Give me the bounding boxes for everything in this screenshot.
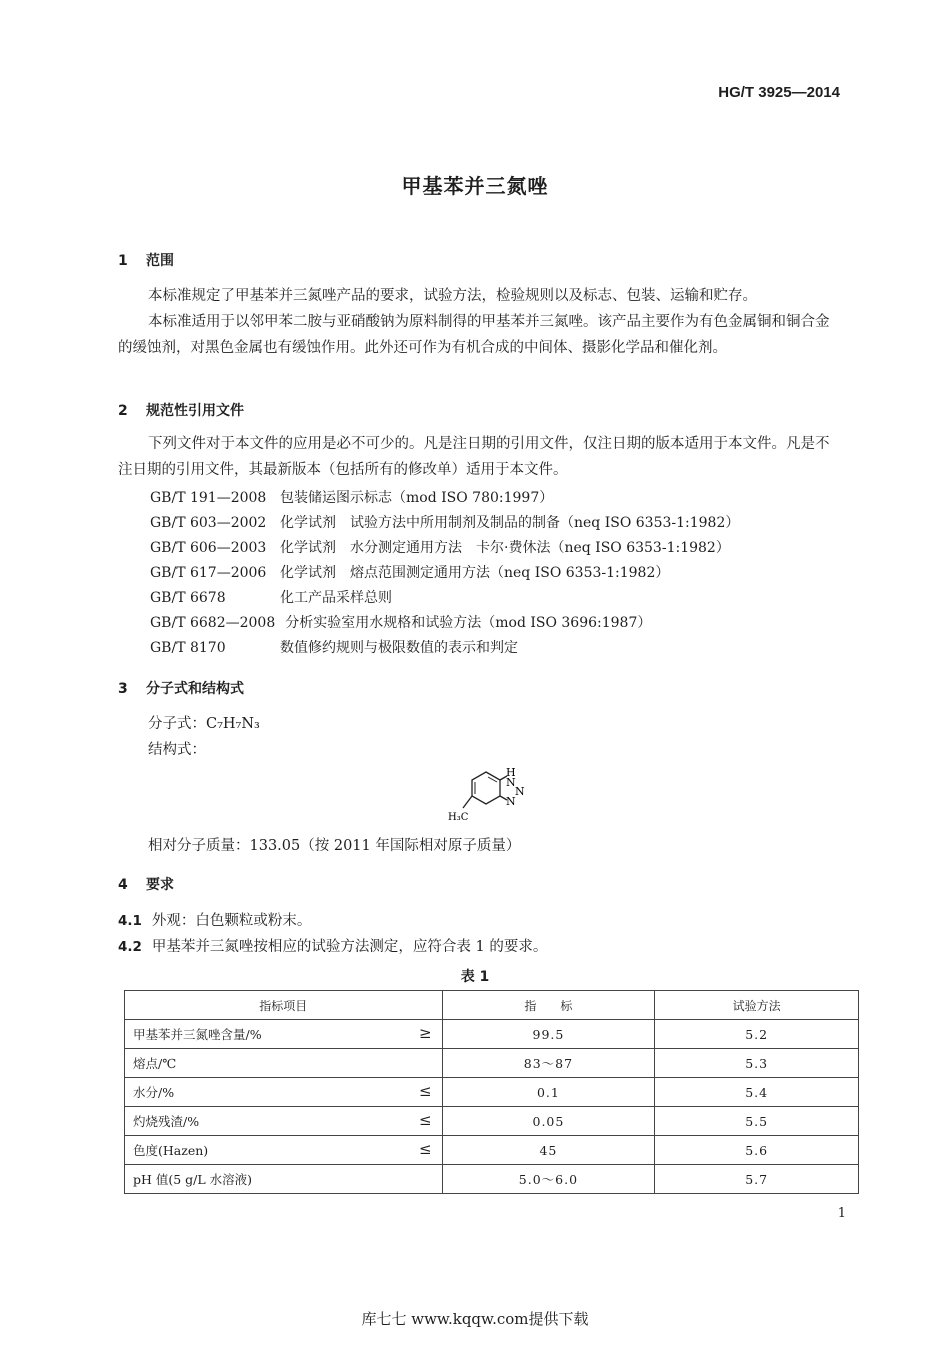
item-name: 甲基苯并三氮唑含量/% [133, 1027, 262, 1042]
reference-code: GB/T 6678 [150, 590, 226, 606]
section-1-paragraph-2: 本标准适用于以邻甲苯二胺与亚硝酸钠为原料制得的甲基苯并三氮唑。该产品主要作为有色金属铜和铜合金的缓蚀剂，对黑色金属也有缓蚀作用。此外还可作为有机合成的中间体、摄影化学品和催化剂。 [118, 314, 830, 356]
reference-item [150, 512, 739, 532]
item-cell [125, 1136, 443, 1165]
method-cell: 5.2 [655, 1020, 859, 1049]
header-method: 试验方法 [655, 991, 859, 1020]
benzene-ring [472, 772, 500, 804]
section-3-heading [118, 678, 244, 698]
nitrogen-label: N [515, 785, 525, 798]
table-row [125, 1078, 859, 1107]
reference-code: GB/T 8170 [150, 640, 226, 656]
requirements-table [124, 990, 859, 1194]
method-cell: 5.6 [655, 1136, 859, 1165]
structure-label: 结构式： [148, 742, 206, 758]
table-row [125, 1165, 859, 1194]
item-cell [125, 1107, 443, 1136]
section-number: 3 [118, 681, 128, 697]
reference-text: 化工产品采样总则 [280, 590, 392, 606]
section-4-heading [118, 874, 174, 894]
section-number: 4 [118, 877, 128, 893]
section-title: 规范性引用文件 [146, 403, 244, 419]
reference-text: 数值修约规则与极限数值的表示和判定 [280, 640, 518, 656]
value-cell: 83～87 [442, 1049, 655, 1078]
clause-4-1 [118, 909, 311, 930]
value-cell: 45 [442, 1136, 655, 1165]
comparison-symbol: ≤ [418, 1140, 432, 1158]
item-name: pH 值(5 g/L 水溶液) [133, 1172, 253, 1187]
reference-code: GB/T 6682—2008 [150, 615, 276, 631]
reference-item [150, 587, 392, 607]
clause-text: 甲基苯并三氮唑按相应的试验方法测定，应符合表 1 的要求。 [151, 939, 548, 955]
nitrogen-label: N [506, 795, 516, 808]
methyl-label: H₃C [448, 812, 469, 823]
download-footer: 库七七 www.kqqw.com提供下载 [361, 1310, 589, 1328]
reference-text: 化学试剂 熔点范围测定通用方法（neq ISO 6353-1:1982） [280, 565, 670, 581]
reference-item [150, 612, 651, 632]
value-cell: 0.05 [442, 1107, 655, 1136]
item-cell [125, 1020, 443, 1049]
item-cell [125, 1078, 443, 1107]
comparison-symbol: ≤ [418, 1111, 432, 1129]
value-cell: 5.0～6.0 [442, 1165, 655, 1194]
section-title: 要求 [146, 877, 174, 893]
section-1-heading [118, 250, 174, 270]
section-title: 范围 [146, 253, 174, 269]
table-caption: 表 1 [460, 969, 490, 985]
standard-code: HG/T 3925—2014 [718, 84, 840, 101]
reference-code: GB/T 603—2002 [150, 515, 267, 531]
section-2-paragraph-1: 下列文件对于本文件的应用是必不可少的。凡是注日期的引用文件，仅注日期的版本适用于本文件。凡是不注日期的引用文件，其最新版本（包括所有的修改单）适用于本文件。 [118, 436, 830, 478]
method-cell: 5.5 [655, 1107, 859, 1136]
reference-code: GB/T 606—2003 [150, 540, 267, 556]
header-value: 指 标 [442, 991, 655, 1020]
item-name: 灼烧残渣/% [133, 1114, 200, 1129]
reference-item [150, 537, 730, 557]
clause-number: 4.1 [118, 913, 142, 929]
page-number: 1 [837, 1206, 846, 1221]
section-number: 1 [118, 253, 128, 269]
reference-text: 分析实验室用水规格和试验方法（mod ISO 3696:1987） [285, 615, 652, 631]
section-title: 分子式和结构式 [146, 681, 244, 697]
nitrogen-label: N [506, 776, 516, 789]
table-row [125, 1136, 859, 1165]
structural-formula-diagram [448, 760, 548, 830]
table-row [125, 1020, 859, 1049]
reference-code: GB/T 191—2008 [150, 490, 267, 506]
relative-molecular-mass: 相对分子质量：133.05（按 2011 年国际相对原子质量） [148, 838, 521, 854]
hydrogen-label: H [506, 766, 516, 779]
reference-item [150, 487, 553, 507]
table-row [125, 1049, 859, 1078]
clause-4-2 [118, 935, 547, 956]
reference-item [150, 562, 669, 582]
header-item: 指标项目 [125, 991, 443, 1020]
methyl-bond [463, 796, 472, 808]
item-cell [125, 1049, 443, 1078]
section-1-paragraph-1: 本标准规定了甲基苯并三氮唑产品的要求，试验方法，检验规则以及标志、包装、运输和贮存。 [148, 288, 757, 304]
reference-item [150, 637, 518, 657]
method-cell: 5.4 [655, 1078, 859, 1107]
value-cell: 99.5 [442, 1020, 655, 1049]
table-row [125, 1107, 859, 1136]
reference-text: 化学试剂 水分测定通用方法 卡尔·费休法（neq ISO 6353-1:1982） [280, 540, 730, 556]
document-title: 甲基苯并三氮唑 [401, 174, 549, 198]
item-name: 熔点/℃ [133, 1056, 177, 1071]
molecular-formula: 分子式：C₇H₇N₃ [148, 716, 260, 732]
comparison-symbol: ≤ [418, 1082, 432, 1100]
reference-text: 化学试剂 试验方法中所用制剂及制品的制备（neq ISO 6353-1:1982） [280, 515, 740, 531]
reference-text: 包装储运图示标志（mod ISO 780:1997） [280, 490, 554, 506]
clause-text: 外观：白色颗粒或粉末。 [151, 913, 312, 929]
section-number: 2 [118, 403, 128, 419]
section-2-heading [118, 400, 244, 420]
value-cell: 0.1 [442, 1078, 655, 1107]
item-cell [125, 1165, 443, 1194]
table-header-row [125, 991, 859, 1020]
clause-number: 4.2 [118, 939, 142, 955]
method-cell: 5.7 [655, 1165, 859, 1194]
method-cell: 5.3 [655, 1049, 859, 1078]
item-name: 色度(Hazen) [133, 1143, 209, 1158]
item-name: 水分/% [133, 1085, 175, 1100]
reference-code: GB/T 617—2006 [150, 565, 267, 581]
comparison-symbol: ≥ [418, 1024, 432, 1042]
